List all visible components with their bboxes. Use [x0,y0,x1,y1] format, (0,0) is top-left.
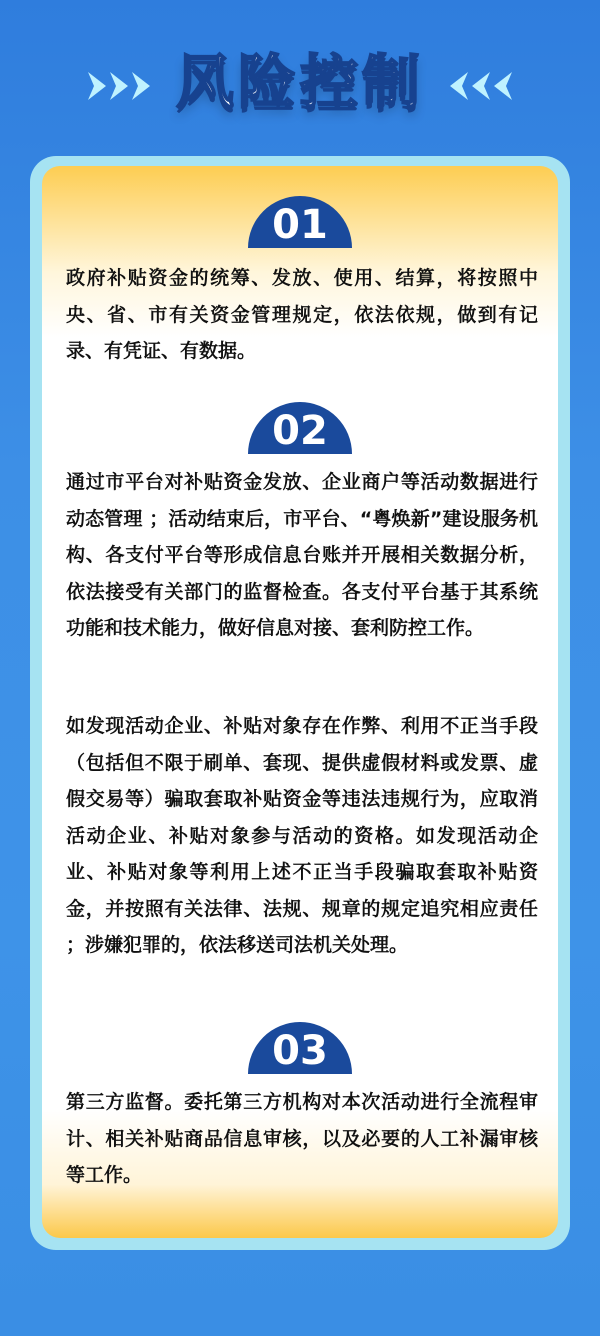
section-number-badge [248,402,352,454]
section-number-badge [248,196,352,248]
chevrons-left-icon [444,68,514,104]
section-paragraph: 第三方监督。委托第三方机构对本次活动进行全流程审计、相关补贴商品信息审核，以及必要的人工补漏审核等工作。 [66,1091,538,1186]
page-header [0,38,600,128]
section-number: 01 [272,202,328,248]
section-number: 03 [272,1028,328,1074]
section-number: 02 [272,408,328,454]
section-number-badge [248,1022,352,1074]
section-paragraph: 通过市平台对补贴资金发放、企业商户等活动数据进行动态管理 ；活动结束后，市平台、“粤焕新”建设服务机构、各支付平台等形成信息台账并开展相关数据分析，依法接受有关部门的监督检查。各支付平台基于其系统功能和技术能力，做好信息对接、套利防控工作。 [66,471,538,639]
section-paragraph: 如发现活动企业、补贴对象存在作弊、利用不正当手段（包括但不限于刷单、套现、提供虚假材料或发票、虚假交易等）骗取套取补贴资金等违法违规行为，应取消活动企业、补贴对象参与活动的资格。如发现活动企业、补贴对象等利用上述不正当手段骗取套取补贴资金，并按照有关法律、法规、规章的规定追究相应责任 ；涉嫌犯罪的，依法移送司法机关处理。 [66,715,538,956]
page-title: 风险控制 [175,48,424,116]
section-paragraph: 政府补贴资金的统筹、发放、使用、结算，将按照中央、省、市有关资金管理规定，依法依规，做到有记录、有凭证、有数据。 [66,267,538,362]
